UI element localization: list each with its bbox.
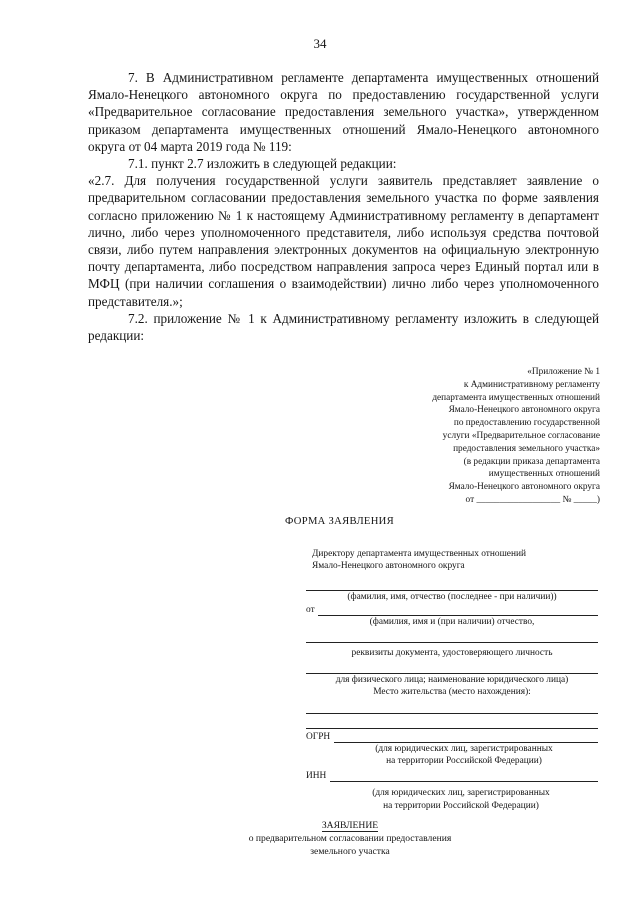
residence-label: Место жительства (место нахождения):	[373, 687, 531, 698]
appendix-line: (в редакции приказа департамента	[463, 456, 600, 467]
appendix-line: имущественных отношений	[488, 469, 600, 480]
statement-heading	[180, 820, 520, 858]
identity-field[interactable]	[306, 630, 598, 643]
inn-field[interactable]	[330, 771, 598, 782]
ogrn-hint: (для юридических лиц, зарегистрированных	[375, 743, 553, 754]
inn-hint: на территории Российской Федерации)	[383, 800, 539, 811]
ogrn-hint: на территории Российской Федерации)	[386, 756, 542, 767]
inn-hint: (для юридических лиц, зарегистрированных	[372, 788, 550, 799]
paragraph-7: 7. В Административном регламенте департамента имущественных отношений Ямало-Ненецкого автономного округа по предоставлению государственной услуги «Предварительное согласование предоставления земельного участка», утвержденном приказом департамента имущественных отношений Ямало-Ненецкого автономного округа от 04 марта 2019 года № 119:	[88, 70, 599, 154]
applicant-type-field[interactable]	[306, 661, 598, 674]
inn-row	[306, 770, 598, 782]
statement-subtitle: о предварительном согласовании предоставления	[248, 832, 452, 844]
appendix-line: «Приложение № 1	[527, 367, 600, 377]
appendix-line: по предоставлению государственной	[453, 418, 600, 429]
ogrn-row	[306, 731, 598, 743]
residence-field-2[interactable]	[306, 716, 598, 729]
doc-hint: реквизиты документа, удостоверяющего личность	[351, 648, 553, 659]
paragraph-2-7-quote: «2.7. Для получения государственной услуги заявитель представляет заявление о предварительном согласовании предоставления земельного участка по форме заявления согласно приложению № 1 к настоящему Административному регламенту в департамент лично, либо через уполномоченного представителя, либо используя средства почтовой связи, либо путем направления электронных документов на официальную электронную почту департамента, либо посредством направления запроса через Единый портал или в МФЦ (при наличии соглашения о взаимодействии) лично либо через уполномоченного представителя.»;	[88, 173, 599, 309]
from-field[interactable]	[318, 605, 598, 616]
form-title: ФОРМА ЗАЯВЛЕНИЯ	[285, 516, 394, 527]
addressee-line: Ямало-Ненецкого автономного округа	[312, 561, 465, 572]
residence-field[interactable]	[306, 701, 598, 714]
appendix-line: предоставления земельного участка»	[453, 443, 600, 454]
type-hint: для физического лица; наименование юридического лица)	[335, 675, 569, 686]
from-row	[306, 604, 598, 616]
statement-title: ЗАЯВЛЕНИЕ	[321, 820, 379, 831]
paragraph-7-2: 7.2. приложение № 1 к Административному регламенту изложить в следующей редакции:	[88, 310, 599, 344]
fio-hint: (фамилия, имя, отчество (последнее - при наличии))	[347, 592, 557, 603]
appendix-line: департамента имущественных отношений	[432, 392, 600, 403]
appendix-line: услуги «Предварительное согласование	[442, 430, 600, 441]
appendix-header	[395, 366, 600, 507]
appendix-line: Ямало-Ненецкого автономного округа	[448, 482, 600, 493]
statement-subtitle: земельного участка	[310, 845, 390, 857]
addressee-line: Директору департамента имущественных отношений	[312, 549, 527, 559]
inn-label: ИНН	[306, 771, 327, 782]
page-number: 34	[313, 36, 327, 51]
from-label: от	[306, 604, 315, 615]
appendix-date-line: от __________________ № _____)	[465, 494, 600, 505]
appendix-line: Ямало-Ненецкого автономного округа	[448, 405, 600, 416]
fio2-hint: (фамилия, имя и (при наличии) отчество,	[369, 616, 535, 627]
fio-field[interactable]	[306, 578, 598, 591]
appendix-line: к Административному регламенту	[463, 379, 600, 390]
application-form	[306, 548, 598, 812]
paragraph-7-1: 7.1. пункт 2.7 изложить в следующей редакции:	[128, 156, 397, 172]
ogrn-field[interactable]	[334, 732, 598, 743]
main-text	[88, 69, 599, 344]
ogrn-label: ОГРН	[306, 731, 331, 742]
